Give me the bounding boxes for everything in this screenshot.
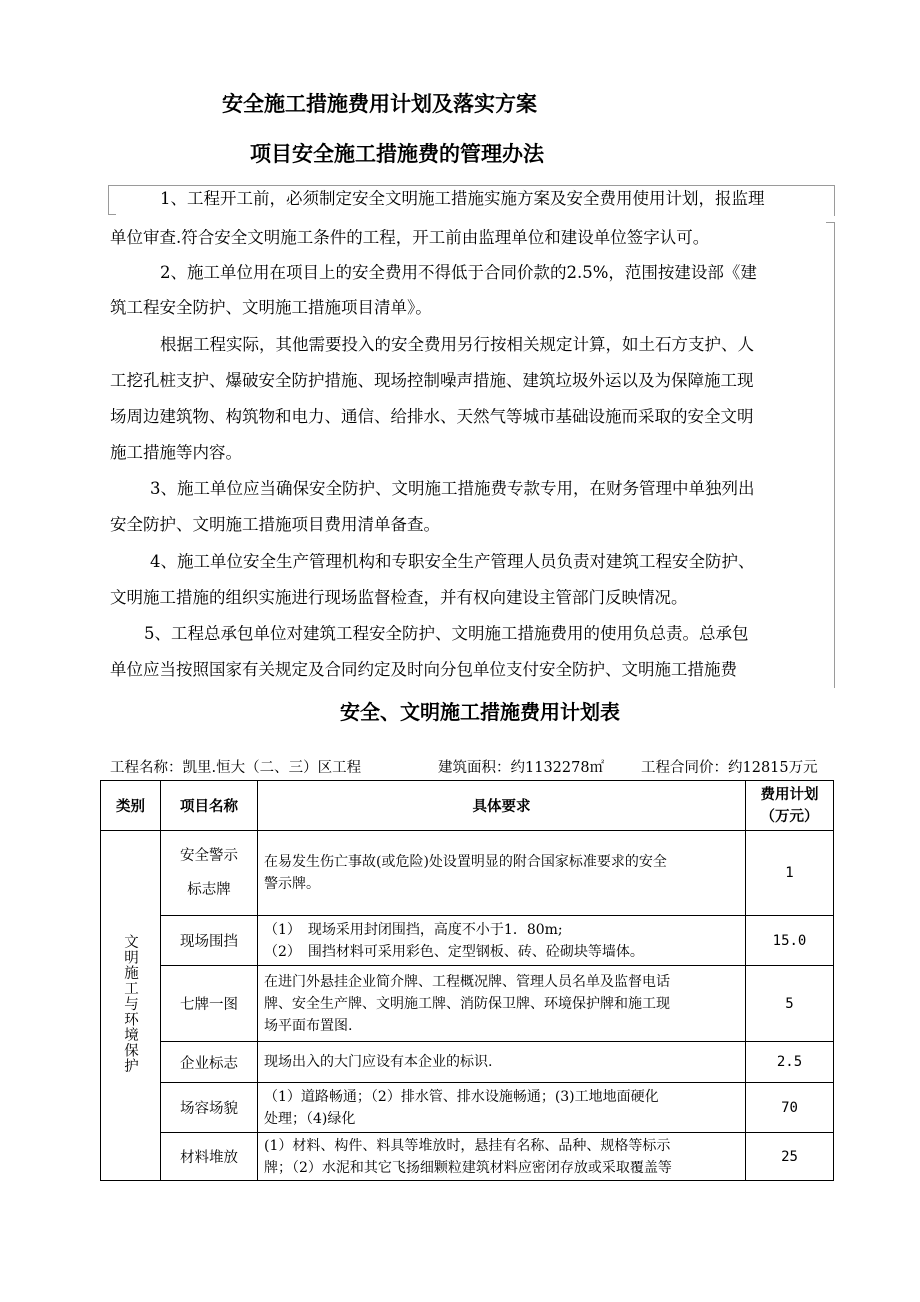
header-category: 类别 bbox=[101, 781, 161, 831]
requirement-line: 牌；（2）水泥和其它飞扬细颗粒建筑材料应密闭存放或采取覆盖等 bbox=[264, 1159, 672, 1176]
para-line: 单位应当按照国家有关规定及合同约定及时向分包单位支付安全防护、文明施工措施费 bbox=[110, 660, 737, 679]
table-title: 安全、文明施工措施费用计划表 bbox=[340, 700, 620, 724]
item-name: 七牌一图 bbox=[161, 966, 258, 1042]
para-line: 5、工程总承包单位对建筑工程安全防护、文明施工措施费用的使用负总责。总承包 bbox=[144, 624, 749, 643]
requirement-line: 处理；（4)绿化 bbox=[264, 1110, 356, 1127]
fee-cell: 15.0 bbox=[746, 916, 834, 966]
table-row bbox=[101, 1083, 834, 1133]
para-line: 根据工程实际，其他需要投入的安全费用另行按相关规定计算，如土石方支护、人 bbox=[160, 335, 754, 354]
para-line: 筑工程安全防护、文明施工措施项目清单》。 bbox=[110, 298, 432, 317]
table-row bbox=[101, 1042, 834, 1083]
box-corner-right bbox=[826, 222, 834, 223]
requirement-cell bbox=[258, 831, 746, 916]
header-fee-line2: （万元） bbox=[760, 808, 819, 825]
fee-cell: 70 bbox=[746, 1083, 834, 1133]
requirement-line: 在进门外悬挂企业简介牌、工程概况牌、管理人员名单及监督电话 bbox=[264, 973, 670, 990]
requirement-line: 场平面布置图. bbox=[264, 1017, 353, 1034]
table-row bbox=[101, 916, 834, 966]
para-line: 工挖孔桩支护、爆破安全防护措施、现场控制噪声措施、建筑垃圾外运以及为保障施工现 bbox=[110, 371, 754, 390]
table-row bbox=[101, 966, 834, 1042]
requirement-line: （1） 现场采用封闭围挡，高度不小于1．80m; bbox=[264, 921, 563, 938]
header-fee-line1: 费用计划 bbox=[760, 786, 819, 803]
item-name: 企业标志 bbox=[161, 1042, 258, 1083]
item-name: 材料堆放 bbox=[161, 1133, 258, 1181]
header-requirement: 具体要求 bbox=[258, 781, 746, 831]
item-name: 现场围挡 bbox=[161, 916, 258, 966]
requirement-line: （2） 围挡材料可采用彩色、定型钢板、砖、砼砌块等墙体。 bbox=[264, 943, 644, 960]
requirement-cell bbox=[258, 916, 746, 966]
table-row bbox=[101, 831, 834, 916]
category-cell bbox=[101, 831, 161, 1181]
requirement-line: (1）材料、构件、料具等堆放时，悬挂有名称、品种、规格等标示 bbox=[264, 1137, 671, 1154]
para-line: 施工措施等内容。 bbox=[110, 443, 242, 462]
requirement-cell bbox=[258, 966, 746, 1042]
para-line: 1、工程开工前，必须制定安全文明施工措施实施方案及安全费用使用计划，报监理 bbox=[160, 189, 765, 208]
document-title: 安全施工措施费用计划及落实方案 bbox=[222, 92, 537, 116]
fee-cell: 1 bbox=[746, 831, 834, 916]
contract-price: 工程合同价：约12815万元 bbox=[641, 760, 818, 776]
fee-cell: 2.5 bbox=[746, 1042, 834, 1083]
fee-plan-table bbox=[100, 780, 834, 1181]
para-line: 3、施工单位应当确保安全防护、文明施工措施费专款专用，在财务管理中单独列出 bbox=[150, 479, 755, 498]
box-left-border bbox=[108, 185, 109, 214]
fee-cell: 5 bbox=[746, 966, 834, 1042]
para-line: 文明施工措施的组织实施进行现场监督检查，并有权向建设主管部门反映情况。 bbox=[110, 588, 688, 607]
requirement-cell bbox=[258, 1133, 746, 1181]
table-header-row bbox=[101, 781, 834, 831]
building-area: 建筑面积：约1132278㎡ bbox=[438, 760, 605, 776]
fee-cell: 25 bbox=[746, 1133, 834, 1181]
requirement-line: （1）道路畅通；（2）排水管、排水设施畅通；(3)工地地面硬化 bbox=[264, 1088, 659, 1105]
header-item: 项目名称 bbox=[161, 781, 258, 831]
project-name: 工程名称：凯里.恒大（二、三）区工程 bbox=[110, 760, 362, 776]
section-title: 项目安全施工措施费的管理办法 bbox=[250, 142, 544, 166]
requirement-line: 在易发生伤亡事故(或危险)处设置明显的附合国家标准要求的安全 bbox=[264, 854, 667, 870]
item-name: 安全警示 bbox=[180, 848, 238, 864]
category-label: 文明施工与环境保护 bbox=[122, 933, 138, 1074]
para-line: 单位审查.符合安全文明施工条件的工程，开工前由监理单位和建设单位签字认可。 bbox=[110, 228, 710, 247]
header-fee bbox=[746, 781, 834, 831]
requirement-cell bbox=[258, 1083, 746, 1133]
item-name: 场容场貌 bbox=[161, 1083, 258, 1133]
item-name-line2: 标志牌 bbox=[187, 882, 231, 898]
table-row bbox=[101, 1133, 834, 1181]
requirement-line: 牌、安全生产牌、文明施工牌、消防保卫牌、环境保护牌和施工现 bbox=[264, 995, 670, 1012]
requirement-cell bbox=[258, 1042, 746, 1083]
requirement-line: 现场出入的大门应设有本企业的标识. bbox=[264, 1054, 493, 1070]
box-right-border-top bbox=[834, 185, 835, 216]
item-cell bbox=[161, 831, 258, 916]
para-line: 4、施工单位安全生产管理机构和专职安全生产管理人员负责对建筑工程安全防护、 bbox=[150, 552, 755, 571]
box-right-border bbox=[834, 222, 835, 688]
box-corner-left bbox=[108, 214, 116, 215]
requirement-line: 警示牌。 bbox=[264, 876, 320, 892]
para-line: 安全防护、文明施工措施项目费用清单备查。 bbox=[110, 515, 440, 534]
para-line: 2、施工单位用在项目上的安全费用不得低于合同价款的2.5%，范围按建设部《建 bbox=[160, 263, 757, 282]
para-line: 场周边建筑物、构筑物和电力、通信、给排水、天然气等城市基础设施而采取的安全文明 bbox=[110, 407, 754, 426]
